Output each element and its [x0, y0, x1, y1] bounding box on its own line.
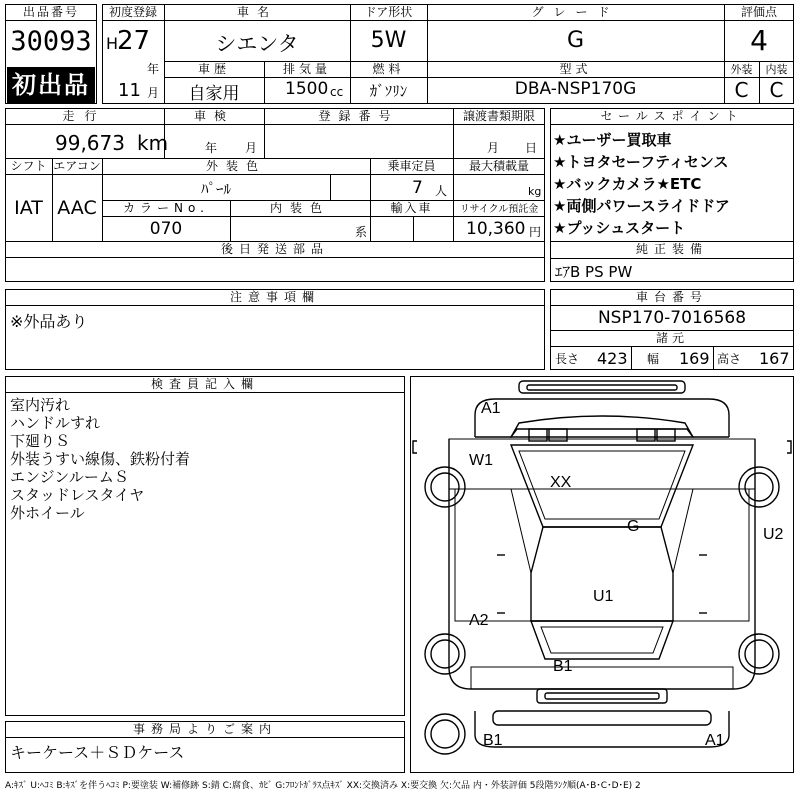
model-label: 型式: [559, 62, 592, 76]
chassis-value: NSP170-7016568: [597, 308, 747, 328]
car-diagram: [411, 377, 793, 772]
selling-points-box: [550, 108, 794, 282]
shift-label: シフト: [10, 159, 47, 173]
aircon-label: エアコン: [53, 159, 101, 173]
score-value: 4: [750, 24, 768, 57]
displacement-unit: cc: [330, 85, 344, 99]
width-value: 169: [679, 349, 710, 368]
fuel-value: ｶﾞｿﾘﾝ: [369, 82, 408, 100]
fuel-label: 燃料: [372, 62, 405, 76]
inspector-label: 検査員記入欄: [6, 377, 404, 393]
reg-number-label: 登録番号: [318, 109, 399, 123]
lot-number: 30093: [10, 26, 92, 57]
inspector-line: スタッドレスタイヤ: [10, 486, 145, 504]
grade-value: G: [566, 28, 585, 53]
registration-month-unit: 月: [147, 86, 160, 100]
color-no-value: 070: [149, 219, 183, 239]
recycle-value: 10,360: [466, 219, 526, 239]
mark-u1: U1: [593, 588, 614, 605]
door-label: ドア形状: [364, 5, 413, 19]
selling-points-label: セールスポイント: [551, 109, 793, 125]
score-exterior: C: [734, 78, 749, 102]
mark-xx: XX: [550, 474, 572, 491]
capacity-unit: 人: [435, 184, 448, 198]
score-interior: C: [769, 78, 784, 102]
score-interior-label: 内装: [765, 63, 788, 76]
height-value: 167: [759, 349, 790, 368]
mark-u2: U2: [763, 526, 784, 543]
score-label: 評価点: [740, 5, 777, 19]
mark-g: G: [627, 518, 640, 535]
transfer-day-unit: 日: [525, 141, 538, 155]
import-label: 輸入車: [390, 201, 433, 215]
history-label: 車歴: [197, 62, 230, 76]
inspector-line: 外装うすい線傷、鉄粉付着: [10, 450, 191, 468]
dimensions-label: 諸元: [655, 331, 688, 345]
grade-label: グレード: [531, 5, 620, 19]
inspector-lines: [10, 396, 400, 522]
exterior-color-value: ﾊﾟｰﾙ: [200, 180, 231, 198]
inspector-line: エンジンルームＳ: [10, 468, 129, 486]
max-load-unit: kg: [528, 185, 542, 198]
selling-points-list: [553, 129, 793, 239]
selling-point: ★トヨタセーフティセンス: [553, 153, 729, 171]
mark-b1-bottom: B1: [483, 732, 503, 749]
mark-w1: W1: [469, 452, 493, 469]
inspector-line: 外ホイール: [10, 504, 85, 522]
capacity-label: 乗車定員: [387, 159, 436, 173]
interior-color-label: 内装色: [269, 201, 330, 215]
height-label: 高さ: [717, 352, 742, 366]
registration-year: 27: [117, 26, 151, 56]
length-label: 長さ: [555, 352, 580, 366]
mileage-label: 走行: [62, 109, 107, 123]
displacement-label: 排気量: [282, 62, 331, 76]
mark-a1-top: A1: [481, 400, 501, 417]
length-value: 423: [597, 349, 628, 368]
shift-value: IAT: [14, 197, 43, 219]
legend: A:ｷｽﾞ U:ﾍｺﾐ B:ｷｽﾞを伴うﾍｺﾐ P:要塗装 W:補修跡 S:錆 C:腐食、ｶﾋﾞ G:ﾌﾛﾝﾄｶﾞﾗｽ点ｷｽﾞ XX:交換済み X:要交換 欠:欠品 内・外装評価 5段階ﾗﾝｸ順(A･B･C･D･E) 2: [5, 781, 641, 791]
first-listing-badge: 初出品: [7, 67, 95, 103]
width-label: 幅: [647, 352, 660, 366]
office-label: 事務局よりご案内: [6, 722, 404, 738]
registration-month: 11: [118, 80, 141, 101]
history-value: 自家用: [188, 84, 240, 104]
inspection-year-unit: 年: [205, 141, 218, 155]
car-diagram-box: [410, 376, 794, 773]
caution-value: ※外品あり: [10, 312, 88, 331]
chassis-box: [550, 289, 794, 370]
displacement-value: 1500: [285, 79, 329, 99]
office-box: [5, 721, 405, 773]
selling-point: ★プッシュスタート: [553, 219, 686, 237]
equipment-label: 純正装備: [635, 242, 708, 256]
aircon-value: AAC: [57, 197, 97, 219]
mark-a1-bottom: A1: [705, 732, 725, 749]
registration-era: H: [106, 34, 119, 53]
mark-a2: A2: [469, 612, 489, 629]
exterior-color-label: 外装色: [205, 159, 266, 173]
interior-color-unit: 系: [355, 225, 368, 239]
inspection-month-unit: 月: [245, 141, 258, 155]
transfer-month-unit: 月: [487, 141, 500, 155]
inspector-line: 下廻りＳ: [10, 432, 71, 450]
office-value: キーケース＋ＳＤケース: [10, 743, 185, 762]
recycle-label: リサイクル預託金: [459, 204, 539, 215]
caution-box: [5, 289, 545, 370]
max-load-label: 最大積載量: [468, 159, 529, 173]
car-name: シエンタ: [215, 32, 299, 56]
chassis-label: 車台番号: [551, 290, 793, 306]
inspection-label: 車検: [193, 109, 234, 123]
inspector-line: 室内汚れ: [10, 396, 71, 414]
registration-year-unit: 年: [147, 62, 160, 76]
door-value: 5W: [370, 28, 407, 53]
transfer-deadline-label: 譲渡書類期限: [462, 109, 535, 123]
mark-b1-center: B1: [553, 658, 573, 675]
score-exterior-label: 外装: [730, 63, 753, 76]
recycle-unit: 円: [529, 225, 542, 239]
model-value: DBA-NSP170G: [514, 79, 637, 99]
lot-box: [5, 4, 97, 104]
equipment-value: ｴｱB PS PW: [555, 263, 633, 281]
registration-label: 初度登録: [108, 5, 157, 19]
car-name-label: 車名: [236, 5, 277, 19]
inspector-line: ハンドルすれ: [10, 414, 101, 432]
later-parts-label: 後日発送部品: [220, 242, 329, 256]
lot-label: 出品番号: [6, 5, 96, 21]
capacity-value: 7: [412, 178, 423, 198]
selling-point: ★ユーザー買取車: [553, 131, 672, 149]
mileage-unit: km: [137, 131, 169, 155]
color-no-label: カラーNo.: [123, 201, 209, 215]
mileage-value: 99,673: [55, 131, 125, 155]
selling-point: ★両側パワースライドドア: [553, 197, 730, 215]
caution-label: 注意事項欄: [6, 290, 544, 306]
selling-point: ★バックカメラ★ETC: [553, 175, 702, 193]
inspector-box: [5, 376, 405, 716]
